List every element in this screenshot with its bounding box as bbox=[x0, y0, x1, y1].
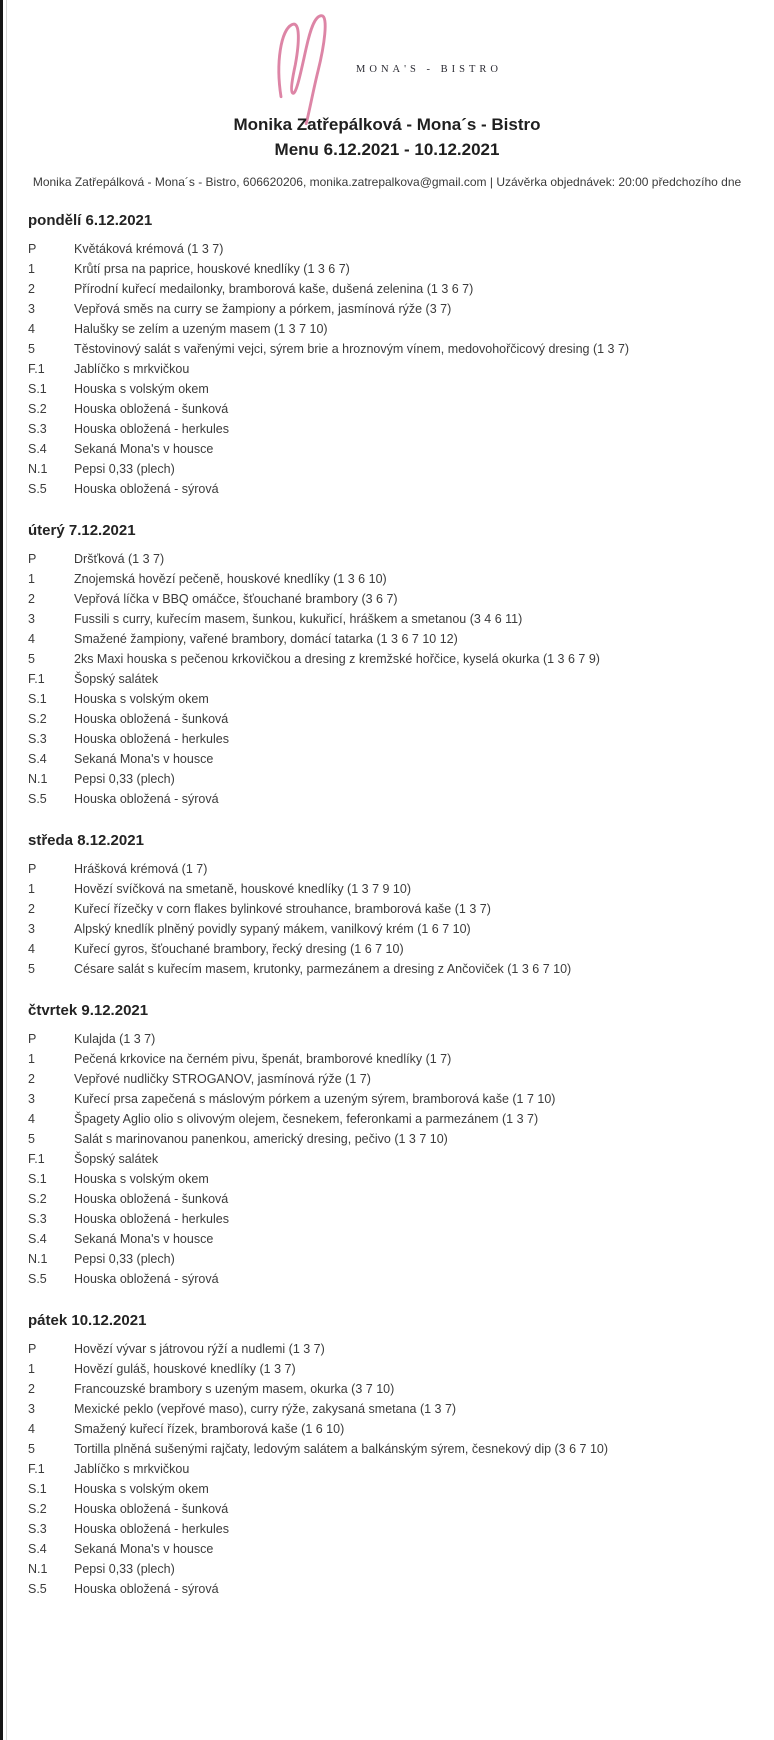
menu-item-row bbox=[28, 669, 764, 689]
item-code: 4 bbox=[28, 1112, 35, 1126]
menu-item-row bbox=[28, 549, 764, 569]
item-description: Houska s volským okem bbox=[74, 1482, 209, 1496]
menu-item-row bbox=[28, 1069, 764, 1089]
item-description: Hrášková krémová (1 7) bbox=[74, 862, 208, 876]
item-description: Jablíčko s mrkvičkou bbox=[74, 362, 190, 376]
item-description: Šopský salátek bbox=[74, 1152, 159, 1166]
menu-item-row bbox=[28, 479, 764, 499]
item-description: Houska obložená - sýrová bbox=[74, 482, 219, 496]
item-description: Houska obložená - herkules bbox=[74, 422, 229, 436]
menu-item-row bbox=[28, 569, 764, 589]
item-code: 1 bbox=[28, 882, 35, 896]
item-description: Houska obložená - sýrová bbox=[74, 1582, 219, 1596]
item-description: Šopský salátek bbox=[74, 672, 159, 686]
menu-item-row bbox=[28, 629, 764, 649]
menu-item-row bbox=[28, 1149, 764, 1169]
item-code: S.4 bbox=[28, 752, 47, 766]
day-heading: čtvrtek 9.12.2021 bbox=[28, 1002, 149, 1019]
item-description: Francouzské brambory s uzeným masem, okurka (3 7 10) bbox=[74, 1382, 395, 1396]
menu-item-row bbox=[28, 749, 764, 769]
item-description: Pečená krkovice na černém pivu, špenát, bramborové knedlíky (1 7) bbox=[74, 1052, 452, 1066]
item-code: 4 bbox=[28, 942, 35, 956]
menu-item-row bbox=[28, 769, 764, 789]
menu-item-row bbox=[28, 1539, 764, 1559]
item-code: 3 bbox=[28, 302, 35, 316]
item-code: S.2 bbox=[28, 1502, 47, 1516]
item-description: Smažené žampiony, vařené brambory, domácí tatarka (1 3 6 7 10 12) bbox=[74, 632, 458, 646]
item-code: S.2 bbox=[28, 1192, 47, 1206]
menu-item-row bbox=[28, 1249, 764, 1269]
item-description: Dršťková (1 3 7) bbox=[74, 552, 165, 566]
item-code: F.1 bbox=[28, 1462, 45, 1476]
menu-item-row bbox=[28, 609, 764, 629]
menu-item-row bbox=[28, 279, 764, 299]
item-code: 2 bbox=[28, 592, 35, 606]
item-description: Houska s volským okem bbox=[74, 382, 209, 396]
menu-item-row bbox=[28, 939, 764, 959]
item-description: Tortilla plněná sušenými rajčaty, ledovým salátem a balkánským sýrem, česnekový dip (3 6 7 10) bbox=[74, 1442, 609, 1456]
item-code: S.1 bbox=[28, 382, 47, 396]
menu-date-range: Menu 6.12.2021 - 10.12.2021 bbox=[274, 140, 500, 159]
item-description: Kuřecí prsa zapečená s máslovým pórkem a uzeným sýrem, bramborová kaše (1 7 10) bbox=[74, 1092, 556, 1106]
item-description: 2ks Maxi houska s pečenou krkovičkou a dresing z kremžské hořčice, kyselá okurka (1 3 6 7 9) bbox=[74, 652, 600, 666]
item-code: P bbox=[28, 242, 37, 256]
menu-item-row bbox=[28, 1359, 764, 1379]
item-description: Houska s volským okem bbox=[74, 692, 209, 706]
item-code: F.1 bbox=[28, 672, 45, 686]
item-description: Těstovinový salát s vařenými vejci, sýrem brie a hroznovým vínem, medovohořčicový dresing (1 3 7) bbox=[74, 342, 630, 356]
menu-item-row bbox=[28, 439, 764, 459]
item-code: N.1 bbox=[28, 772, 48, 786]
menu-item-row bbox=[28, 379, 764, 399]
item-code: 4 bbox=[28, 1422, 35, 1436]
page-left-border bbox=[0, 0, 3, 1740]
item-description: Houska obložená - šunková bbox=[74, 1192, 229, 1206]
item-code: N.1 bbox=[28, 462, 48, 476]
day-section bbox=[28, 1002, 764, 1289]
logo-wordmark: MONA'S - BISTRO bbox=[356, 63, 502, 75]
item-code: F.1 bbox=[28, 362, 45, 376]
item-code: 5 bbox=[28, 962, 35, 976]
item-description: Pepsi 0,33 (plech) bbox=[74, 772, 175, 786]
item-description: Sekaná Mona's v housce bbox=[74, 1232, 214, 1246]
item-description: Fussili s curry, kuřecím masem, šunkou, kukuřicí, hráškem a smetanou (3 4 6 11) bbox=[74, 612, 523, 626]
item-code: 4 bbox=[28, 632, 35, 646]
item-description: Mexické peklo (vepřové maso), curry rýže, zakysaná smetana (1 3 7) bbox=[74, 1402, 457, 1416]
menu-item-row bbox=[28, 729, 764, 749]
item-code: 2 bbox=[28, 282, 35, 296]
item-description: Césare salát s kuřecím masem, krutonky, parmezánem a dresing z Ančoviček (1 3 6 7 10) bbox=[74, 962, 572, 976]
item-description: Vepřové nudličky STROGANOV, jasmínová rýže (1 7) bbox=[74, 1072, 371, 1086]
item-code: S.3 bbox=[28, 1522, 47, 1536]
item-description: Kuřecí gyros, šťouchané brambory, řecký dresing (1 6 7 10) bbox=[74, 942, 404, 956]
day-heading: pondělí 6.12.2021 bbox=[28, 212, 153, 229]
menu-item-row bbox=[28, 899, 764, 919]
day-heading: úterý 7.12.2021 bbox=[28, 522, 136, 539]
bistro-logo bbox=[0, 10, 774, 110]
item-description: Špagety Aglio olio s olivovým olejem, česnekem, feferonkami a parmezánem (1 3 7) bbox=[74, 1112, 539, 1126]
item-code: N.1 bbox=[28, 1252, 48, 1266]
menu-item-row bbox=[28, 1519, 764, 1539]
item-code: S.3 bbox=[28, 1212, 47, 1226]
item-code: 1 bbox=[28, 262, 35, 276]
menu-item-row bbox=[28, 1379, 764, 1399]
menu-item-row bbox=[28, 709, 764, 729]
menu-item-row bbox=[28, 1109, 764, 1129]
item-description: Pepsi 0,33 (plech) bbox=[74, 462, 175, 476]
menu-item-row bbox=[28, 1089, 764, 1109]
menu-item-row bbox=[28, 399, 764, 419]
item-description: Houska obložená - šunková bbox=[74, 712, 229, 726]
item-description: Sekaná Mona's v housce bbox=[74, 752, 214, 766]
item-code: 3 bbox=[28, 922, 35, 936]
menu-item-row bbox=[28, 689, 764, 709]
item-code: S.5 bbox=[28, 792, 47, 806]
menu-item-row bbox=[28, 1129, 764, 1149]
item-code: S.4 bbox=[28, 442, 47, 456]
item-description: Houska obložená - herkules bbox=[74, 1212, 229, 1226]
menu-item-row bbox=[28, 319, 764, 339]
item-description: Houska obložená - sýrová bbox=[74, 1272, 219, 1286]
item-code: S.2 bbox=[28, 712, 47, 726]
item-code: 3 bbox=[28, 1092, 35, 1106]
item-code: 3 bbox=[28, 612, 35, 626]
item-description: Salát s marinovanou panenkou, americký dresing, pečivo (1 3 7 10) bbox=[74, 1132, 448, 1146]
item-code: P bbox=[28, 552, 37, 566]
page-title: Monika Zatřepálková - Mona´s - Bistro bbox=[233, 115, 541, 134]
item-description: Sekaná Mona's v housce bbox=[74, 1542, 214, 1556]
menu-item-row bbox=[28, 1229, 764, 1249]
day-section bbox=[28, 832, 764, 979]
item-code: 5 bbox=[28, 1132, 35, 1146]
item-description: Kuřecí řízečky v corn flakes bylinkové strouhance, bramborová kaše (1 3 7) bbox=[74, 902, 491, 916]
item-code: N.1 bbox=[28, 1562, 48, 1576]
item-code: S.4 bbox=[28, 1232, 47, 1246]
menu-item-row bbox=[28, 1209, 764, 1229]
item-description: Alpský knedlík plněný povidly sypaný mákem, vanilkový krém (1 6 7 10) bbox=[74, 922, 471, 936]
menu-item-row bbox=[28, 1269, 764, 1289]
item-description: Hovězí svíčková na smetaně, houskové knedlíky (1 3 7 9 10) bbox=[74, 882, 411, 896]
menu-item-row bbox=[28, 959, 764, 979]
item-code: 5 bbox=[28, 652, 35, 666]
logo-monogram-m-icon bbox=[272, 8, 344, 126]
item-code: 5 bbox=[28, 342, 35, 356]
item-code: 4 bbox=[28, 322, 35, 336]
menu-item-row bbox=[28, 859, 764, 879]
menu-item-row bbox=[28, 1339, 764, 1359]
item-code: S.2 bbox=[28, 402, 47, 416]
menu-item-row bbox=[28, 1579, 764, 1599]
menu-item-row bbox=[28, 649, 764, 669]
item-code: 5 bbox=[28, 1442, 35, 1456]
item-code: S.5 bbox=[28, 1272, 47, 1286]
item-description: Houska obložená - herkules bbox=[74, 1522, 229, 1536]
item-code: 1 bbox=[28, 1052, 35, 1066]
day-heading: středa 8.12.2021 bbox=[28, 832, 144, 849]
menu-item-row bbox=[28, 1459, 764, 1479]
day-section bbox=[28, 212, 764, 499]
item-description: Pepsi 0,33 (plech) bbox=[74, 1252, 175, 1266]
item-description: Houska obložená - herkules bbox=[74, 732, 229, 746]
menu-item-row bbox=[28, 1419, 764, 1439]
menu-item-row bbox=[28, 1169, 764, 1189]
item-description: Přírodní kuřecí medailonky, bramborová kaše, dušená zelenina (1 3 6 7) bbox=[74, 282, 474, 296]
menu-item-row bbox=[28, 1399, 764, 1419]
item-description: Sekaná Mona's v housce bbox=[74, 442, 214, 456]
item-code: F.1 bbox=[28, 1152, 45, 1166]
item-code: 1 bbox=[28, 1362, 35, 1376]
day-heading: pátek 10.12.2021 bbox=[28, 1312, 147, 1329]
item-code: 2 bbox=[28, 1382, 35, 1396]
item-description: Znojemská hovězí pečeně, houskové knedlíky (1 3 6 10) bbox=[74, 572, 387, 586]
item-code: 2 bbox=[28, 902, 35, 916]
menu-item-row bbox=[28, 1439, 764, 1459]
item-description: Pepsi 0,33 (plech) bbox=[74, 1562, 175, 1576]
item-code: S.1 bbox=[28, 692, 47, 706]
menu-item-row bbox=[28, 419, 764, 439]
item-description: Krůtí prsa na paprice, houskové knedlíky (1 3 6 7) bbox=[74, 262, 350, 276]
menu-item-row bbox=[28, 359, 764, 379]
day-section bbox=[28, 1312, 764, 1599]
item-code: P bbox=[28, 1342, 37, 1356]
menu-item-row bbox=[28, 1559, 764, 1579]
item-code: 3 bbox=[28, 1402, 35, 1416]
day-section bbox=[28, 522, 764, 809]
item-description: Halušky se zelím a uzeným masem (1 3 7 10) bbox=[74, 322, 328, 336]
menu-item-row bbox=[28, 1479, 764, 1499]
item-description: Houska obložená - šunková bbox=[74, 402, 229, 416]
item-description: Houska obložená - sýrová bbox=[74, 792, 219, 806]
item-code: 1 bbox=[28, 572, 35, 586]
item-description: Vepřová směs na curry se žampiony a pórkem, jasmínová rýže (3 7) bbox=[74, 302, 452, 316]
menu-item-row bbox=[28, 589, 764, 609]
item-description: Smažený kuřecí řízek, bramborová kaše (1 6 10) bbox=[74, 1422, 345, 1436]
item-code: S.1 bbox=[28, 1482, 47, 1496]
item-code: S.5 bbox=[28, 482, 47, 496]
item-description: Houska obložená - šunková bbox=[74, 1502, 229, 1516]
item-description: Jablíčko s mrkvičkou bbox=[74, 1462, 190, 1476]
item-code: P bbox=[28, 862, 37, 876]
item-code: S.4 bbox=[28, 1542, 47, 1556]
menu-item-row bbox=[28, 339, 764, 359]
item-code: 2 bbox=[28, 1072, 35, 1086]
item-description: Květáková krémová (1 3 7) bbox=[74, 242, 224, 256]
menu-item-row bbox=[28, 459, 764, 479]
item-description: Houska s volským okem bbox=[74, 1172, 209, 1186]
item-description: Kulajda (1 3 7) bbox=[74, 1032, 156, 1046]
menu-item-row bbox=[28, 879, 764, 899]
day-sections bbox=[0, 212, 774, 1599]
menu-item-row bbox=[28, 239, 764, 259]
menu-item-row bbox=[28, 299, 764, 319]
item-code: S.1 bbox=[28, 1172, 47, 1186]
menu-item-row bbox=[28, 919, 764, 939]
menu-item-row bbox=[28, 1499, 764, 1519]
item-code: S.3 bbox=[28, 732, 47, 746]
contact-line: Monika Zatřepálková - Mona´s - Bistro, 606620206, monika.zatrepalkova@gmail.com | Uzávěrka objednávek: 20:00 předchozího dne bbox=[32, 175, 742, 189]
item-description: Hovězí vývar s játrovou rýží a nudlemi (1 3 7) bbox=[74, 1342, 325, 1356]
item-code: P bbox=[28, 1032, 37, 1046]
page-left-rule bbox=[6, 0, 7, 1740]
item-code: S.5 bbox=[28, 1582, 47, 1596]
menu-item-row bbox=[28, 1189, 764, 1209]
item-description: Vepřová líčka v BBQ omáčce, šťouchané brambory (3 6 7) bbox=[74, 592, 398, 606]
menu-item-row bbox=[28, 259, 764, 279]
item-description: Hovězí guláš, houskové knedlíky (1 3 7) bbox=[74, 1362, 296, 1376]
menu-item-row bbox=[28, 1049, 764, 1069]
menu-item-row bbox=[28, 789, 764, 809]
menu-item-row bbox=[28, 1029, 764, 1049]
item-code: S.3 bbox=[28, 422, 47, 436]
